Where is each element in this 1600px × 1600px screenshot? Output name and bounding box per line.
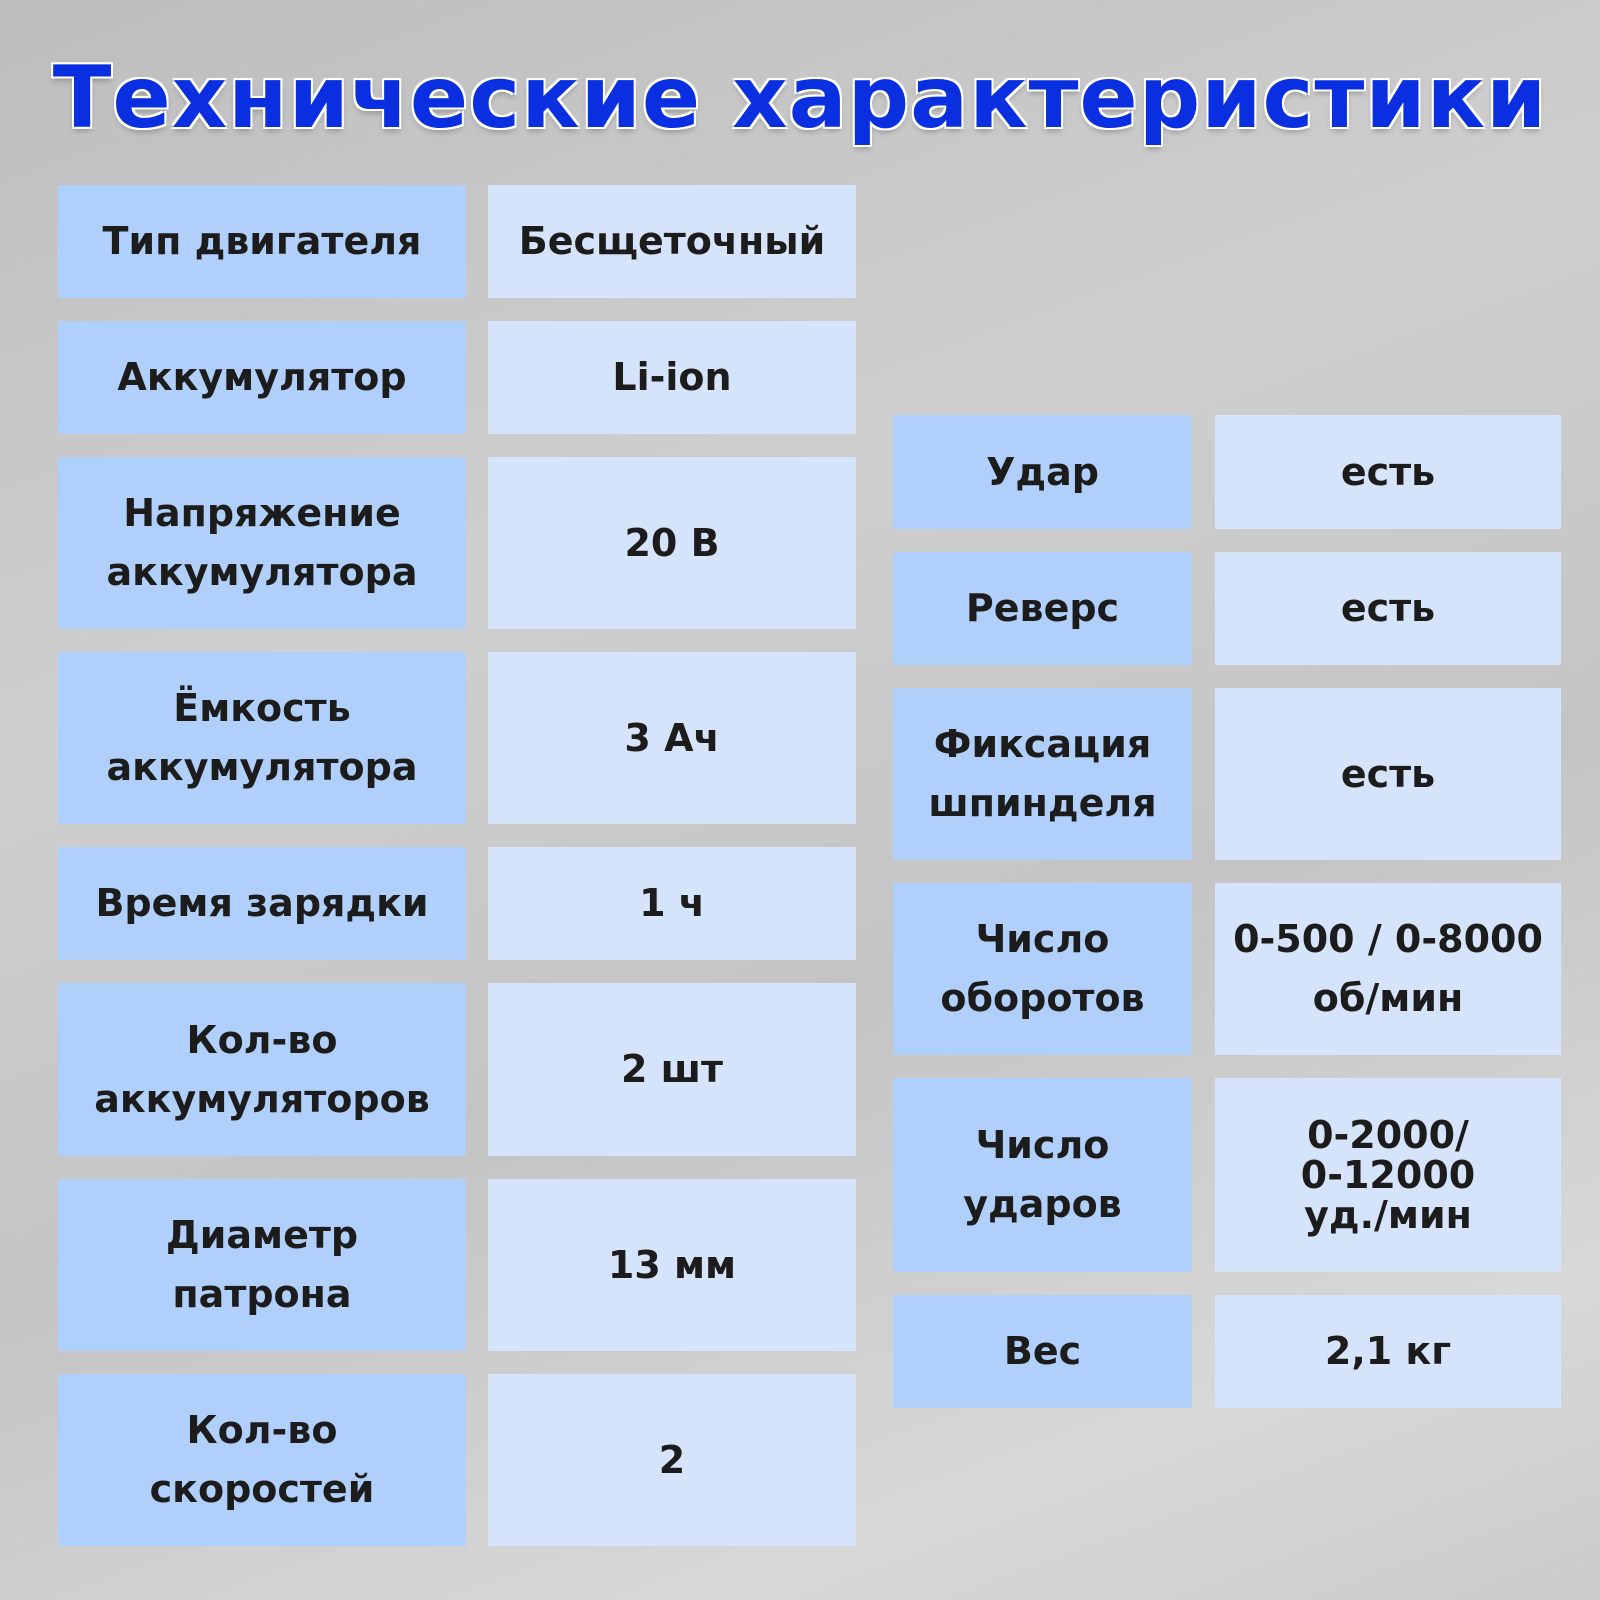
- spec-value-battery-capacity: 3 Ач: [488, 652, 856, 824]
- spec-value-speed-count: 2: [488, 1374, 856, 1546]
- spec-value-battery: Li-ion: [488, 321, 856, 434]
- spec-value-rpm: 0-500 / 0-8000 об/мин: [1215, 883, 1561, 1055]
- spec-value-chuck-diameter: 13 мм: [488, 1179, 856, 1351]
- spec-label-weight: Вес: [893, 1295, 1192, 1408]
- spec-value-charge-time: 1 ч: [488, 847, 856, 960]
- spec-value-spindle-lock: есть: [1215, 688, 1561, 860]
- spec-label-chuck-diameter: Диаметр патрона: [58, 1179, 466, 1351]
- page-title: Технические характеристики: [52, 48, 1548, 148]
- spec-value-impact-rate: 0-2000/ 0-12000 уд./мин: [1215, 1078, 1561, 1272]
- spec-value-reverse: есть: [1215, 552, 1561, 665]
- spec-label-impact: Удар: [893, 415, 1192, 529]
- spec-label-rpm: Число оборотов: [893, 883, 1192, 1055]
- spec-value-motor-type: Бесщеточный: [488, 185, 856, 298]
- spec-label-reverse: Реверс: [893, 552, 1192, 665]
- spec-value-battery-count: 2 шт: [488, 983, 856, 1156]
- spec-label-charge-time: Время зарядки: [58, 847, 466, 960]
- spec-label-motor-type: Тип двигателя: [58, 185, 466, 298]
- spec-value-battery-voltage: 20 В: [488, 457, 856, 629]
- spec-value-impact: есть: [1215, 415, 1561, 529]
- spec-label-impact-rate: Число ударов: [893, 1078, 1192, 1272]
- spec-label-battery-capacity: Ёмкость аккумулятора: [58, 652, 466, 824]
- spec-value-weight: 2,1 кг: [1215, 1295, 1561, 1408]
- spec-label-speed-count: Кол-во скоростей: [58, 1374, 466, 1546]
- spec-label-battery-voltage: Напряжение аккумулятора: [58, 457, 466, 629]
- spec-label-battery: Аккумулятор: [58, 321, 466, 434]
- spec-label-spindle-lock: Фиксация шпинделя: [893, 688, 1192, 860]
- spec-label-battery-count: Кол-во аккумуляторов: [58, 983, 466, 1156]
